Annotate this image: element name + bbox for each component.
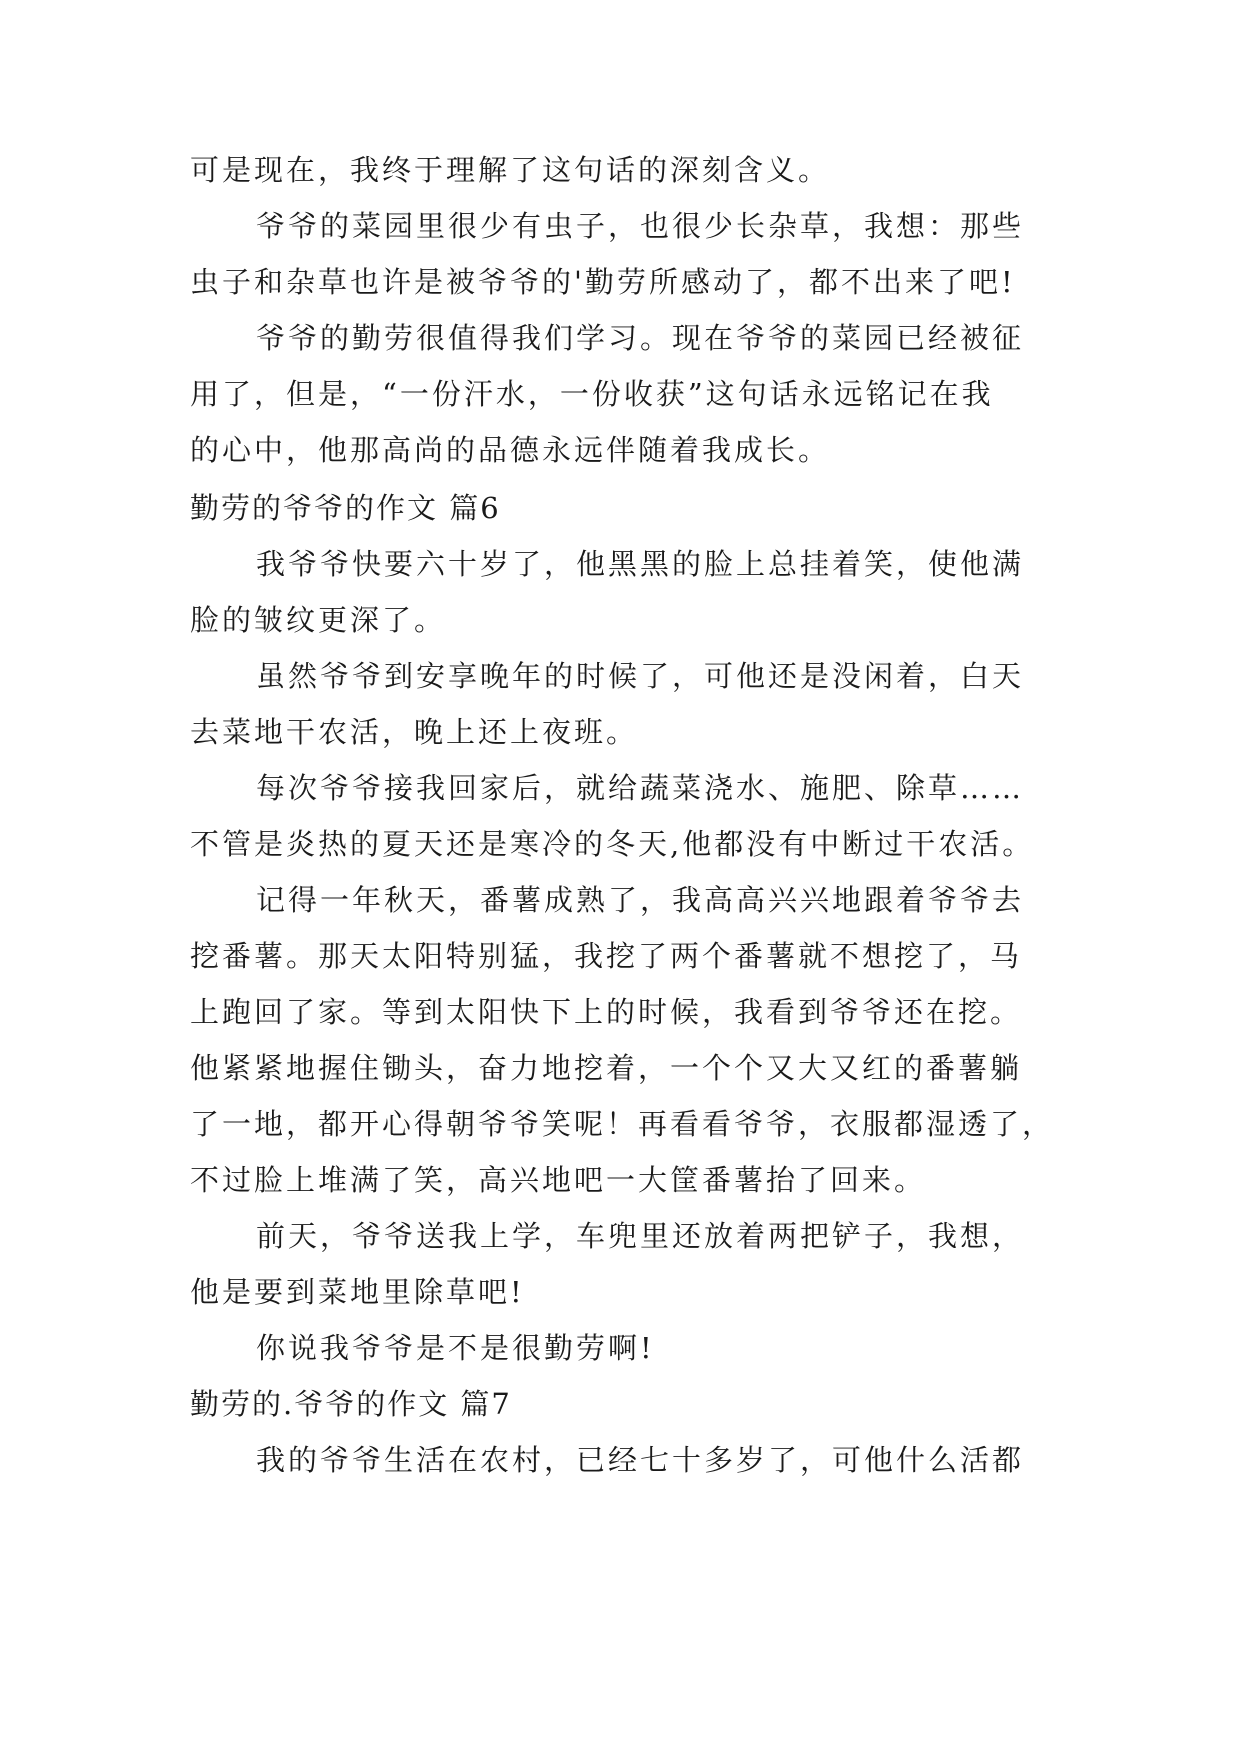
text-line: 不过脸上堆满了笑，高兴地吧一大筐番薯抬了回来。 — [190, 1163, 927, 1197]
paragraph-start-line: 记得一年秋天，番薯成熟了，我高高兴兴地跟着爷爷去 — [256, 883, 1025, 917]
text-line: 脸的皱纹更深了。 — [190, 603, 447, 637]
text-line: 的心中，他那高尚的品德永远伴随着我成长。 — [190, 433, 831, 467]
paragraph-start-line: 爷爷的菜园里很少有虫子，也很少长杂草，我想：那些 — [256, 209, 1025, 243]
section-heading: 勤劳的爷爷的作文 篇6 — [190, 491, 501, 525]
text-line: 了一地，都开心得朝爷爷笑呢！再看看爷爷，衣服都湿透了， — [190, 1107, 1055, 1141]
text-line: 用了，但是，“一份汗水，一份收获”这句话永远铭记在我 — [190, 377, 994, 411]
paragraph-start-line: 虽然爷爷到安享晚年的时候了，可他还是没闲着，白天 — [256, 659, 1025, 693]
paragraph-start-line: 我的爷爷生活在农村，已经七十多岁了，可他什么活都 — [256, 1443, 1025, 1477]
section-heading: 勤劳的.爷爷的作文 篇7 — [190, 1387, 512, 1421]
paragraph-start-line: 每次爷爷接我回家后，就给蔬菜浇水、施肥、除草…… — [256, 771, 1025, 805]
text-line: 虫子和杂草也许是被爷爷的'勤劳所感动了，都不出来了吧! — [190, 265, 1016, 299]
text-line: 不管是炎热的夏天还是寒冷的冬天,他都没有中断过干农活。 — [190, 827, 1035, 861]
paragraph-start-line: 你说我爷爷是不是很勤劳啊! — [256, 1331, 655, 1365]
paragraph-start-line: 爷爷的勤劳很值得我们学习。现在爷爷的菜园已经被征 — [256, 321, 1025, 355]
paragraph-start-line: 前天，爷爷送我上学，车兜里还放着两把铲子，我想， — [256, 1219, 1025, 1253]
text-line: 他紧紧地握住锄头，奋力地挖着，一个个又大又红的番薯躺 — [190, 1051, 1023, 1085]
text-line: 挖番薯。那天太阳特别猛，我挖了两个番薯就不想挖了，马 — [190, 939, 1023, 973]
text-line: 他是要到菜地里除草吧! — [190, 1275, 525, 1309]
text-line: 上跑回了家。等到太阳快下上的时候，我看到爷爷还在挖。 — [190, 995, 1023, 1029]
text-line: 去菜地干农活，晚上还上夜班。 — [190, 715, 639, 749]
paragraph-start-line: 我爷爷快要六十岁了，他黑黑的脸上总挂着笑，使他满 — [256, 547, 1025, 581]
text-line: 可是现在，我终于理解了这句话的深刻含义。 — [190, 153, 831, 187]
